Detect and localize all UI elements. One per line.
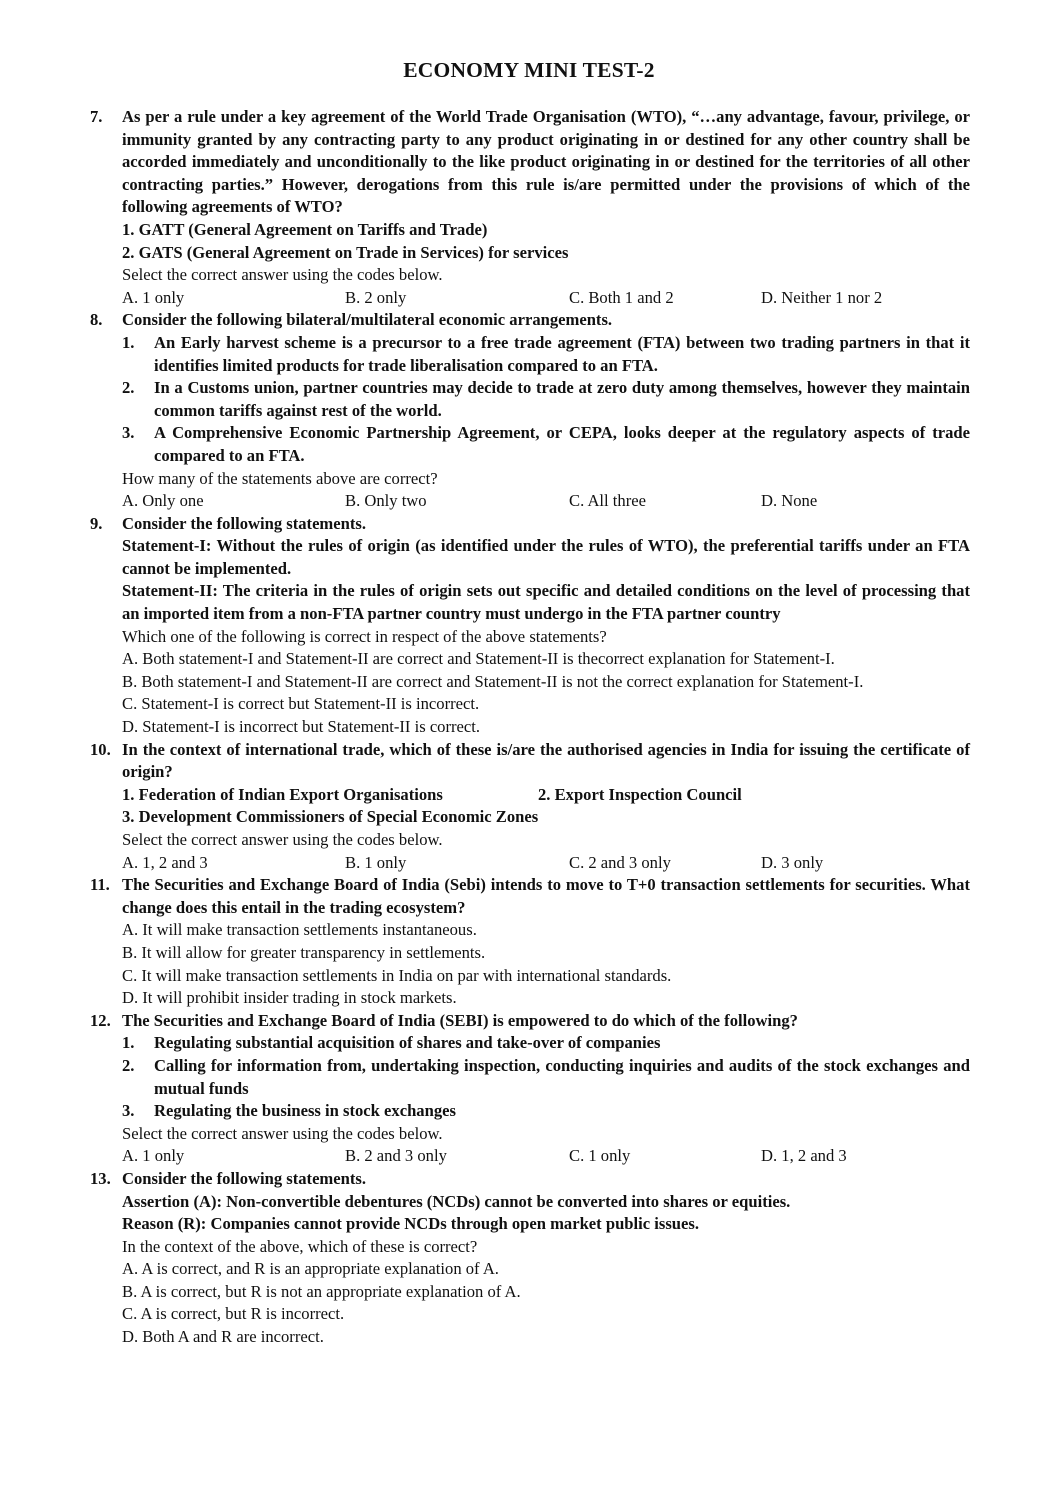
option-c[interactable]: C. Both 1 and 2 — [569, 287, 674, 307]
question-list — [90, 106, 970, 1349]
question-number: 9. — [90, 513, 103, 533]
question-stem: In the context of international trade, which of these is/are the authorised agencies in India for issuing the certificate of origin? — [122, 739, 970, 782]
question-number: 11. — [90, 875, 110, 895]
option-b[interactable]: B. Both statement-I and Statement-II are correct and Statement-II is not the correct explanation for Statement-I. — [122, 671, 864, 691]
question-number: 13. — [90, 1168, 111, 1188]
option-c[interactable]: C. 1 only — [569, 1146, 631, 1166]
list-item-text: Regulating the business in stock exchanges — [154, 1101, 456, 1121]
list-item: 2. Export Inspection Council — [538, 784, 742, 804]
list-item: 1. GATT (General Agreement on Tariffs and Trade) — [122, 219, 488, 239]
question-12 — [90, 1010, 970, 1168]
list-item-text: A Comprehensive Economic Partnership Agreement, or CEPA, looks deeper at the regulatory aspects of trade compared to an FTA. — [154, 423, 970, 465]
list-item: 3. Development Commissioners of Special Economic Zones — [122, 807, 539, 827]
list-item — [122, 1032, 970, 1055]
reason: Reason (R): Companies cannot provide NCDs through open market public issues. — [122, 1214, 699, 1234]
option-d[interactable]: D. None — [761, 491, 818, 511]
list-item — [122, 377, 970, 422]
option-b[interactable]: B. 2 only — [345, 287, 407, 307]
list-row — [122, 784, 970, 807]
statement-2: Statement-II: The criteria in the rules of origin sets out specific and detailed conditions on the level of processing that an imported item from a non-FTA partner country must undergo in the FTA partner country — [122, 581, 970, 624]
option-b[interactable]: B. 2 and 3 only — [345, 1146, 447, 1166]
option-a[interactable]: A. It will make transaction settlements instantaneous. — [122, 920, 477, 940]
option-b[interactable]: B. Only two — [345, 491, 427, 511]
option-a[interactable]: A. Only one — [122, 491, 204, 511]
option-d[interactable]: D. 1, 2 and 3 — [761, 1146, 847, 1166]
answer-options — [122, 287, 970, 310]
question-stem: The Securities and Exchange Board of India (SEBI) is empowered to do which of the following? — [122, 1010, 798, 1030]
question-9 — [90, 513, 970, 739]
question-stem: The Securities and Exchange Board of India (Sebi) intends to move to T+0 transaction settlements for securities. What change does this entail in the trading ecosystem? — [122, 875, 970, 917]
option-b[interactable]: B. It will allow for greater transparency in settlements. — [122, 942, 486, 962]
question-number: 8. — [90, 310, 103, 330]
question-stem: Consider the following bilateral/multilateral economic arrangements. — [122, 310, 613, 330]
option-c[interactable]: C. A is correct, but R is incorrect. — [122, 1304, 345, 1324]
list-item-number: 1. — [122, 332, 135, 352]
statement-1: Statement-I: Without the rules of origin (as identified under the rules of WTO), the preferential tariffs under an FTA cannot be implemented. — [122, 536, 970, 578]
option-a[interactable]: A. A is correct, and R is an appropriate explanation of A. — [122, 1259, 499, 1279]
list-item-number: 3. — [122, 423, 135, 443]
question-number: 10. — [90, 739, 111, 759]
question-number: 12. — [90, 1010, 111, 1030]
list-item-number: 3. — [122, 1101, 135, 1121]
list-item-text: An Early harvest scheme is a precursor to a free trade agreement (FTA) between two trading partners in that it identifies limited products for trade liberalisation compared to an FTA. — [154, 332, 970, 375]
list-item — [122, 332, 970, 377]
option-c[interactable]: C. It will make transaction settlements in India on par with international standards. — [122, 965, 672, 985]
option-c[interactable]: C. Statement-I is correct but Statement-II is incorrect. — [122, 694, 480, 714]
option-a[interactable]: A. 1, 2 and 3 — [122, 852, 208, 872]
list-item: 1. Federation of Indian Export Organisations — [122, 784, 443, 804]
question-prompt: Select the correct answer using the codes below. — [122, 1123, 443, 1143]
list-item-text: Calling for information from, undertaking inspection, conducting inquiries and audits of the stock exchanges and mutual funds — [154, 1055, 970, 1098]
question-10 — [90, 739, 970, 875]
question-number: 7. — [90, 107, 103, 126]
question-prompt: Select the correct answer using the codes below. — [122, 830, 443, 849]
question-prompt: How many of the statements above are correct? — [122, 468, 438, 488]
answer-options — [122, 1145, 970, 1168]
option-d[interactable]: D. It will prohibit insider trading in stock markets. — [122, 988, 457, 1008]
list-item-text: In a Customs union, partner countries may decide to trade at zero duty among themselves, however they maintain common tariffs against rest of the world. — [154, 378, 970, 420]
question-prompt: Select the correct answer using the codes below. — [122, 265, 443, 285]
list-item: 2. GATS (General Agreement on Trade in Services) for services — [122, 242, 569, 262]
option-d[interactable]: D. Both A and R are incorrect. — [122, 1327, 324, 1347]
answer-options — [122, 490, 970, 513]
option-c[interactable]: C. All three — [569, 491, 646, 511]
question-11 — [90, 874, 970, 1010]
question-prompt: In the context of the above, which of these is correct? — [122, 1236, 478, 1256]
list-item-number: 2. — [122, 378, 135, 398]
option-b[interactable]: B. A is correct, but R is not an appropriate explanation of A. — [122, 1281, 521, 1301]
question-13 — [90, 1168, 970, 1349]
question-7 — [90, 106, 970, 309]
option-d[interactable]: D. Statement-I is incorrect but Statement-II is correct. — [122, 717, 481, 737]
list-item — [122, 1055, 970, 1100]
page-title: ECONOMY MINI TEST-2 — [403, 58, 655, 82]
list-item-number: 1. — [122, 1033, 135, 1053]
list-item — [122, 1100, 970, 1123]
list-item-text: Regulating substantial acquisition of shares and take-over of companies — [154, 1033, 661, 1053]
list-item — [122, 422, 970, 467]
option-a[interactable]: A. 1 only — [122, 1146, 185, 1166]
option-d[interactable]: D. Neither 1 nor 2 — [761, 287, 883, 307]
option-a[interactable]: A. Both statement-I and Statement-II are correct and Statement-II is thecorrect explanation for Statement-I. — [122, 649, 835, 669]
question-8 — [90, 309, 970, 512]
list-item-number: 2. — [122, 1055, 135, 1075]
assertion: Assertion (A): Non-convertible debentures (NCDs) cannot be converted into shares or equities. — [122, 1191, 791, 1211]
question-prompt: Which one of the following is correct in respect of the above statements? — [122, 626, 607, 646]
question-stem: Consider the following statements. — [122, 513, 366, 533]
question-stem: Consider the following statements. — [122, 1168, 366, 1188]
answer-options — [122, 852, 970, 875]
option-a[interactable]: A. 1 only — [122, 287, 185, 307]
option-d[interactable]: D. 3 only — [761, 852, 824, 872]
question-stem: As per a rule under a key agreement of the World Trade Organisation (WTO), “…any advantage, favour, privilege, or immunity granted by any contracting party to any product originating in or destined for any other country shall be accorded immediately and unconditionally to the like product originating in or destined for the territories of all other contracting parties.” However, derogations from this rule is/are permitted under the provisions of which of the following agreements of WTO? — [122, 107, 970, 217]
option-c[interactable]: C. 2 and 3 only — [569, 852, 671, 872]
option-b[interactable]: B. 1 only — [345, 852, 407, 872]
